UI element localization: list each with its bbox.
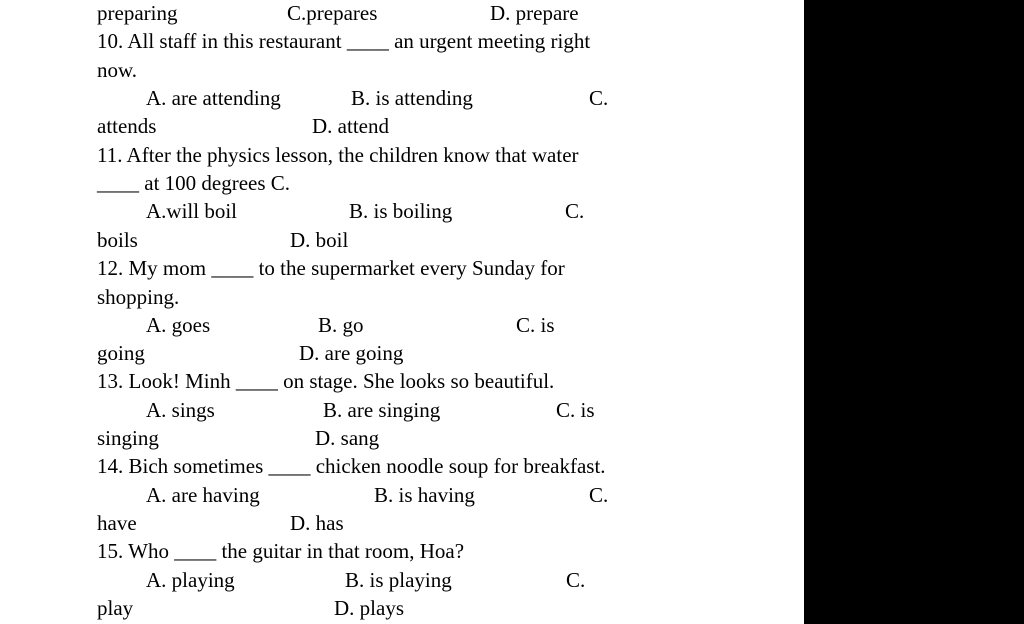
option-c: C. bbox=[589, 86, 609, 110]
option-a: A. goes bbox=[146, 313, 211, 337]
option-c: attends bbox=[97, 114, 157, 138]
question-text: 10. All staff in this restaurant ____ an urgent meeting right bbox=[97, 29, 591, 53]
option-c: C. bbox=[589, 483, 609, 507]
option-a: A. are attending bbox=[146, 86, 281, 110]
option-d: D. are going bbox=[299, 341, 404, 365]
text-segment: preparing bbox=[97, 1, 178, 25]
option-b: B. is having bbox=[374, 483, 475, 507]
option-b: B. is attending bbox=[351, 86, 473, 110]
option-c: going bbox=[97, 341, 145, 365]
option-c: boils bbox=[97, 228, 138, 252]
option-d: D. has bbox=[290, 511, 344, 535]
option-c: have bbox=[97, 511, 137, 535]
option-a: A. sings bbox=[146, 398, 215, 422]
option-b: B. is boiling bbox=[349, 199, 453, 223]
option-a: A. are having bbox=[146, 483, 260, 507]
option-c: C. bbox=[566, 568, 586, 592]
question-text: 15. Who ____ the guitar in that room, Hoa? bbox=[97, 539, 465, 563]
option-c: C. is bbox=[516, 313, 555, 337]
question-text: 11. After the physics lesson, the children know that water bbox=[97, 143, 579, 167]
question-text: 12. My mom ____ to the supermarket every Sunday for bbox=[97, 256, 565, 280]
option-a: A. playing bbox=[146, 568, 235, 592]
black-side-panel bbox=[804, 0, 1024, 624]
option-b: B. is playing bbox=[345, 568, 452, 592]
option-c: singing bbox=[97, 426, 159, 450]
option-b: B. are singing bbox=[323, 398, 441, 422]
option-c: C. is bbox=[556, 398, 595, 422]
question-text: now. bbox=[97, 58, 138, 82]
question-text: shopping. bbox=[97, 285, 180, 309]
option-d: D. sang bbox=[315, 426, 380, 450]
option-d: D. plays bbox=[334, 596, 404, 620]
option-b: B. go bbox=[318, 313, 364, 337]
text-segment: C.prepares bbox=[287, 1, 378, 25]
option-d: D. attend bbox=[312, 114, 389, 138]
option-d: D. boil bbox=[290, 228, 349, 252]
question-text: 14. Bich sometimes ____ chicken noodle soup for breakfast. bbox=[97, 454, 606, 478]
text-segment: D. prepare bbox=[490, 1, 579, 25]
question-text: 13. Look! Minh ____ on stage. She looks so beautiful. bbox=[97, 369, 555, 393]
option-a: A.will boil bbox=[146, 199, 238, 223]
question-text: ____ at 100 degrees C. bbox=[97, 171, 291, 195]
option-c: C. bbox=[565, 199, 585, 223]
option-c: play bbox=[97, 596, 134, 620]
